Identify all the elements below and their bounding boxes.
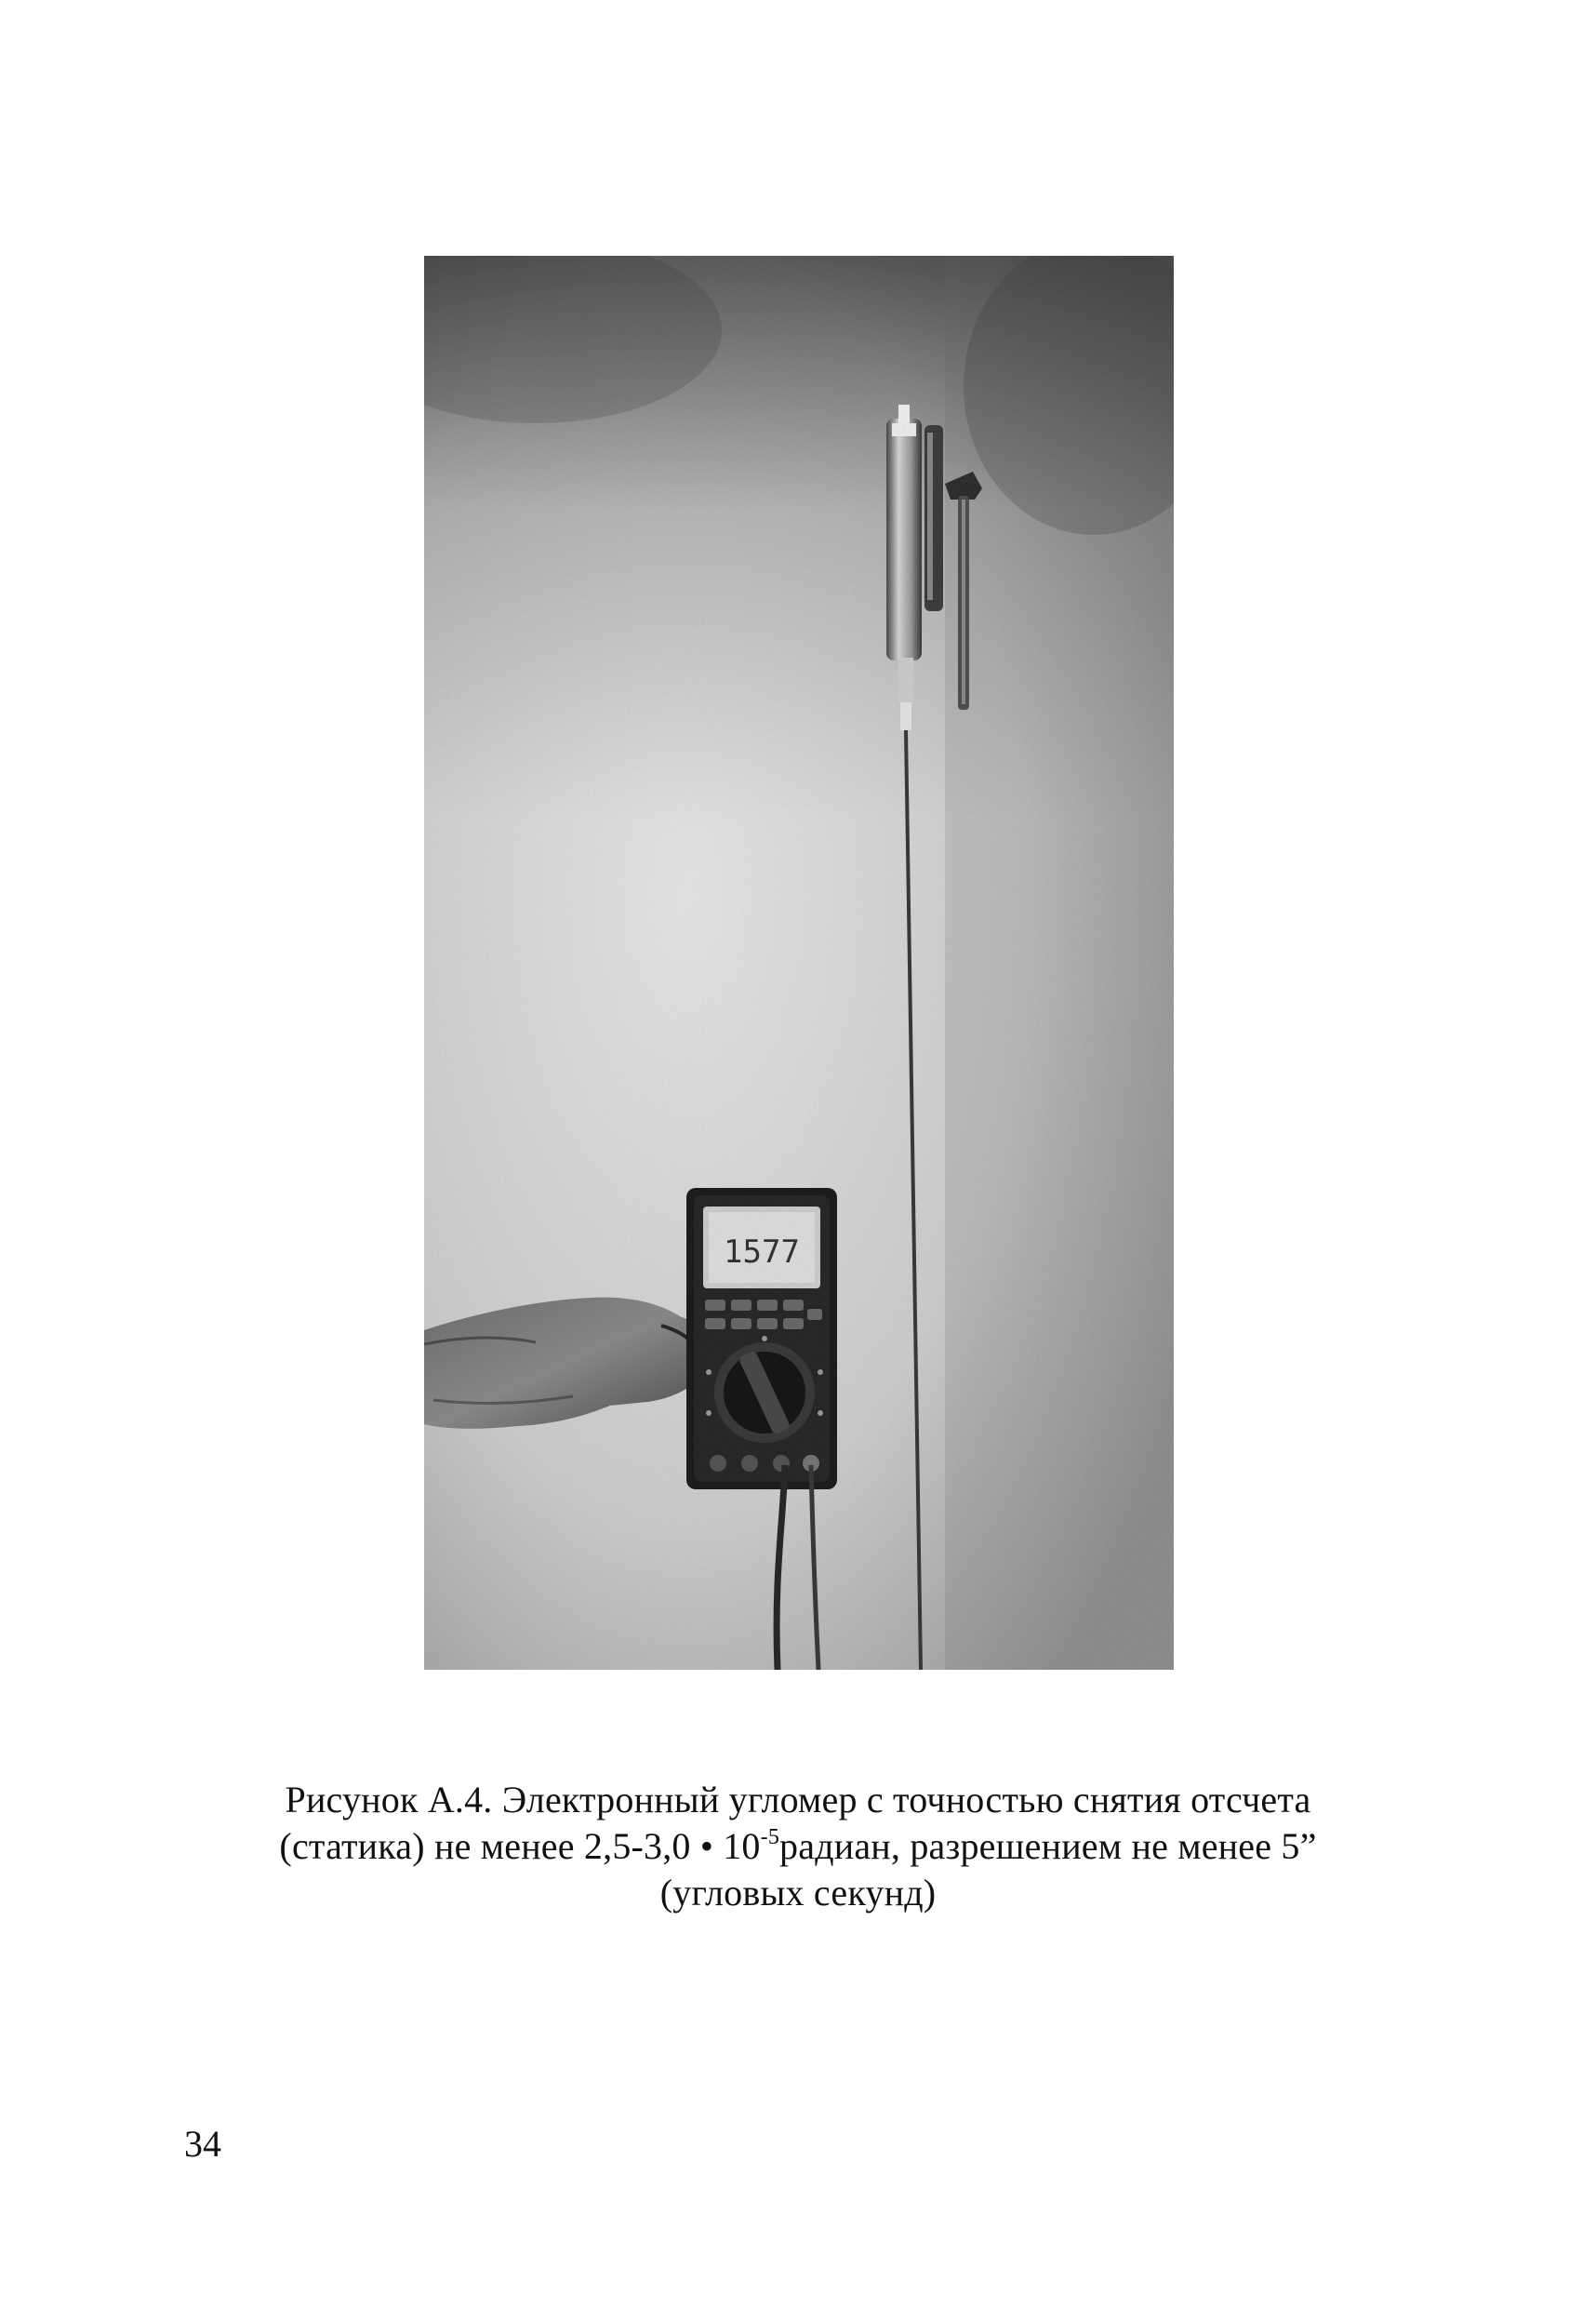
page-number: 34 bbox=[184, 2123, 221, 2165]
caption-text: радиан, разрешением не менее 5” bbox=[779, 1825, 1317, 1867]
caption-line: Рисунок А.4. Электронный угломер с точностью снятия отсчета bbox=[285, 1779, 1311, 1820]
caption-line: (угловых секунд) bbox=[659, 1872, 937, 1914]
meter-readout: 1577 bbox=[724, 1234, 800, 1271]
caption-line bbox=[167, 1823, 1429, 1870]
figure-caption bbox=[167, 1777, 1429, 1916]
caption-exponent: -5 bbox=[760, 1825, 780, 1849]
caption-text: (статика) не менее 2,5-3,0 • 10 bbox=[279, 1825, 761, 1867]
multimeter bbox=[686, 1188, 837, 1489]
figure-photo bbox=[424, 256, 1174, 1670]
